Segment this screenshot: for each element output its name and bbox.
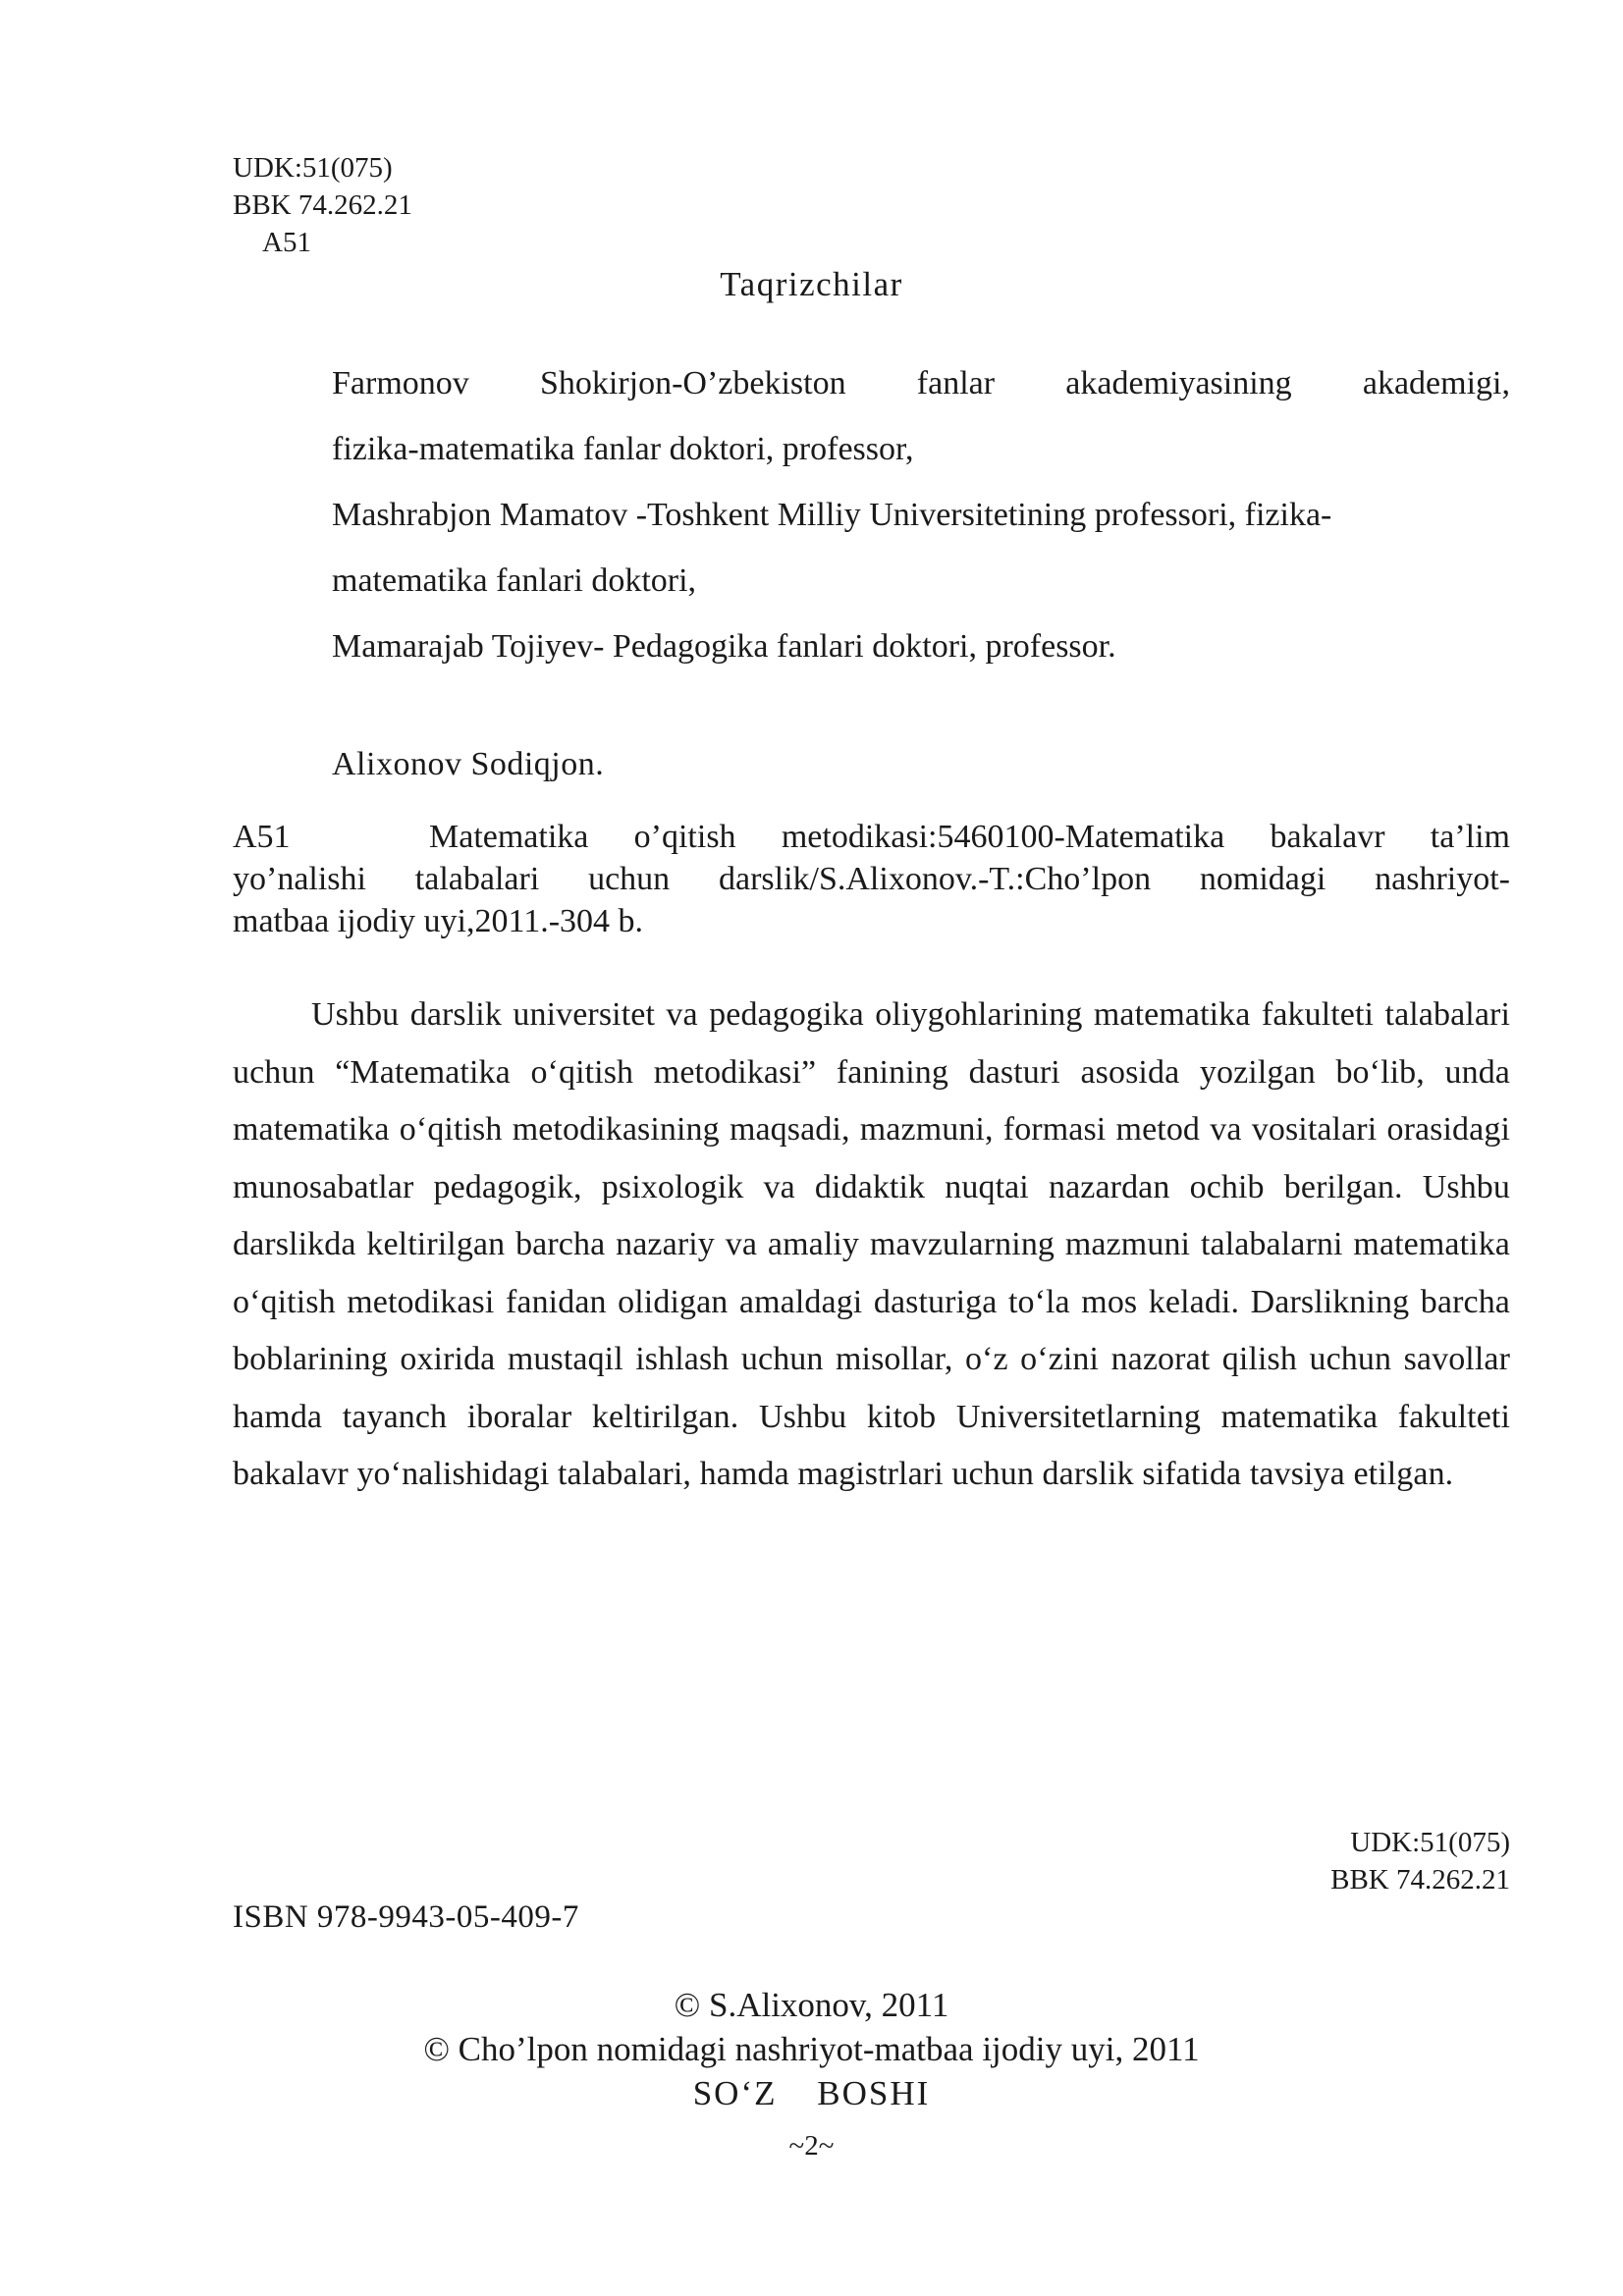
bbk-code: BBK 74.262.21: [233, 189, 412, 221]
bibliographic-record: [233, 816, 1510, 942]
bib-first-line: [233, 816, 1510, 858]
bib-title: Matematika o’qitish metodikasi:5460100-Matematika bakalavr ta’lim: [429, 819, 1510, 855]
author-name: Alixonov Sodiqjon.: [332, 746, 605, 782]
section-heading: SO‘Z BOSHI: [692, 2074, 931, 2112]
reviewer-line: Farmonov Shokirjon-O’zbekiston fanlar akademiyasining akademigi,: [332, 365, 1510, 401]
author-mark: A51: [262, 227, 311, 258]
bbk-code: BBK 74.262.21: [1330, 1864, 1510, 1896]
bib-code: A51: [233, 819, 291, 855]
udk-code: UDK:51(075): [233, 152, 393, 184]
reviewers-heading: Taqrizchilar: [720, 265, 903, 303]
classification-codes-bottom: [1178, 1824, 1510, 1898]
copyright-publisher: © Cho’lpon nomidagi nashriyot-matbaa ijodiy uyi, 2011: [423, 2030, 1200, 2068]
copyright-author: © S.Alixonov, 2011: [674, 1986, 949, 2024]
udk-code: UDK:51(075): [1350, 1827, 1510, 1858]
bib-line: yo’nalishi talabalari uchun darslik/S.Alixonov.-T.:Cho’lpon nomidagi nashriyot-: [233, 861, 1510, 897]
reviewers-list: [332, 350, 1510, 679]
classification-codes-top: [233, 149, 412, 261]
abstract-paragraph: Ushbu darslik universitet va pedagogika oliygohlarining matematika fakulteti talabalari uchun “Matematika o‘qitish metodikasi” fanining dasturi asosida yozilgan bo‘lib, unda matematika o‘qitish metodikasining maqsadi, mazmuni, formasi metod va vositalari orasidagi munosabatlar pedagogik, psixologik va didaktik nuqtai nazardan ochib berilgan. Ushbu darslikda keltirilgan barcha nazariy va amaliy mavzularning mazmuni talabalarni matematika o‘qitish metodikasi fanidan olidigan amaldagi dasturiga to‘la mos keladi. Darslikning barcha boblarining oxirida mustaqil ishlash uchun misollar, o‘z o‘zini nazorat qilish uchun savollar hamda tayanch iboralar keltirilgan. Ushbu kitob Universitetlarning matematika fakulteti bakalavr yo‘nalishidagi talabalari, hamda magistrlari uchun darslik sifatida tavsiya etilgan.: [233, 996, 1510, 1492]
page-number: ~2~: [788, 2130, 835, 2162]
copyright-block: [0, 1983, 1623, 2115]
reviewer-line: Mamarajab Tojiyev- Pedagogika fanlari doktori, professor.: [332, 628, 1116, 665]
reviewer-line: Mashrabjon Mamatov -Toshkent Milliy Universitetining professori, fizika-: [332, 497, 1332, 533]
reviewer-line: matematika fanlari doktori,: [332, 562, 697, 599]
reviewer-line: fizika-matematika fanlar doktori, professor,: [332, 431, 914, 467]
bib-line: matbaa ijodiy uyi,2011.-304 b.: [233, 903, 644, 939]
isbn: ISBN 978-9943-05-409-7: [233, 1899, 579, 1935]
